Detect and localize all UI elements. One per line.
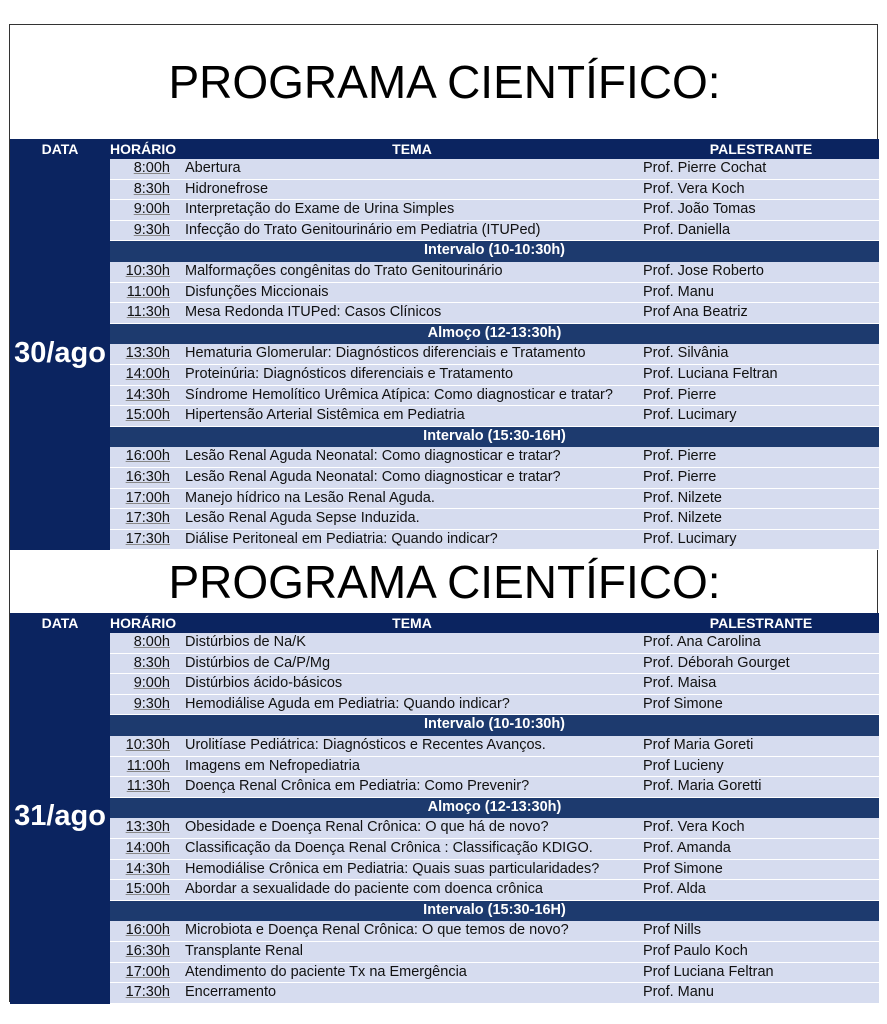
- table-row: [110, 839, 879, 860]
- session-topic: Classificação da Doença Renal Crônica : Classificação KDIGO.: [185, 840, 593, 856]
- session-topic: Diálise Peritoneal em Pediatria: Quando indicar?: [185, 530, 498, 547]
- table-row: [110, 344, 879, 365]
- session-time: 14:30h: [125, 386, 170, 403]
- session-topic: Lesão Renal Aguda Sepse Induzida.: [185, 510, 420, 527]
- session-time: 14:00h: [125, 840, 170, 856]
- session-topic: Transplante Renal: [185, 943, 303, 959]
- session-speaker: Prof. Alda: [643, 881, 706, 898]
- session-speaker: Prof. Déborah Gourget: [643, 654, 790, 671]
- table-row: [110, 777, 879, 798]
- break-row: [110, 427, 879, 448]
- session-speaker: Prof. Nilzete: [643, 489, 722, 506]
- session-topic: Infecção do Trato Genitourinário em Pediatria (ITUPed): [185, 221, 541, 238]
- table-row: [110, 674, 879, 695]
- session-time: 9:00h: [133, 675, 170, 692]
- session-time: 17:30h: [125, 530, 170, 547]
- table-row: [110, 633, 879, 654]
- header-time: HORÁRIO: [110, 141, 177, 157]
- table-header: [10, 139, 879, 159]
- program-title: PROGRAMA CIENTÍFICO:: [168, 556, 721, 608]
- header-topic: TEMA: [392, 141, 432, 157]
- table-row: [110, 200, 879, 221]
- break-label: Intervalo (15:30-16H): [423, 901, 566, 918]
- session-speaker: Prof. Pierre: [643, 448, 717, 465]
- session-time: 15:00h: [125, 881, 170, 898]
- session-speaker: Prof Simone: [643, 695, 723, 712]
- session-speaker: Prof. Ana Carolina: [643, 634, 761, 650]
- session-speaker: Prof Lucieny: [643, 757, 724, 774]
- table-row: [110, 303, 879, 324]
- session-time: 17:00h: [125, 963, 170, 980]
- session-time: 16:30h: [125, 943, 170, 959]
- table-row: [110, 406, 879, 427]
- session-speaker: Prof. Silvânia: [643, 345, 729, 362]
- header-date: DATA: [41, 615, 79, 631]
- header-time: HORÁRIO: [110, 615, 177, 631]
- session-time: 11:30h: [126, 304, 170, 321]
- session-topic: Disfunções Miccionais: [185, 283, 329, 300]
- session-topic: Hemodiálise Crônica em Pediatria: Quais suas particularidades?: [185, 860, 600, 877]
- session-time: 17:00h: [125, 489, 170, 506]
- header-date: DATA: [41, 141, 79, 157]
- schedule-document: [9, 24, 878, 1002]
- table-row: [110, 963, 879, 984]
- header-speaker: PALESTRANTE: [709, 615, 813, 631]
- session-speaker: Prof. Pierre: [643, 469, 717, 485]
- table-row: [110, 447, 879, 468]
- session-time: 14:00h: [125, 366, 170, 382]
- session-topic: Doença Renal Crônica em Pediatria: Como Prevenir?: [185, 778, 530, 795]
- session-speaker: Prof Luciana Feltran: [643, 963, 774, 980]
- session-time: 11:30h: [126, 778, 170, 795]
- session-speaker: Prof. Vera Koch: [643, 819, 745, 836]
- session-time: 16:00h: [125, 922, 170, 939]
- header-topic: TEMA: [392, 615, 432, 631]
- session-speaker: Prof. Lucimary: [643, 530, 737, 547]
- table-row: [110, 736, 879, 757]
- session-time: 16:30h: [125, 469, 170, 485]
- session-time: 11:00h: [126, 757, 170, 774]
- session-topic: Proteinúria: Diagnósticos diferenciais e Tratamento: [185, 366, 514, 382]
- session-time: 16:00h: [125, 448, 170, 465]
- session-time: 15:00h: [125, 407, 170, 424]
- session-time: 8:30h: [133, 654, 170, 671]
- session-speaker: Prof Maria Goreti: [643, 737, 754, 753]
- session-speaker: Prof. Daniella: [643, 221, 731, 238]
- session-topic: Urolitíase Pediátrica: Diagnósticos e Recentes Avanços.: [185, 737, 546, 753]
- session-speaker: Prof Paulo Koch: [643, 943, 748, 959]
- header-speaker: PALESTRANTE: [709, 141, 813, 157]
- session-topic: Mesa Redonda ITUPed: Casos Clínicos: [185, 304, 442, 321]
- session-time: 13:30h: [125, 345, 170, 362]
- break-label: Almoço (12-13:30h): [427, 324, 562, 341]
- session-topic: Imagens em Nefropediatria: [185, 757, 360, 774]
- table-row: [110, 386, 879, 407]
- session-topic: Distúrbios de Na/K: [185, 634, 306, 650]
- table-row: [110, 262, 879, 283]
- table-row: [110, 921, 879, 942]
- session-speaker: Prof Nills: [643, 922, 702, 939]
- table-row: [110, 180, 879, 201]
- session-speaker: Prof. Manu: [643, 283, 714, 300]
- session-speaker: Prof. João Tomas: [643, 201, 756, 218]
- table-row: [110, 365, 879, 386]
- break-row: [110, 241, 879, 262]
- session-time: 8:30h: [133, 180, 170, 197]
- break-label: Intervalo (10-10:30h): [423, 242, 566, 259]
- session-time: 13:30h: [125, 819, 170, 836]
- session-time: 8:00h: [133, 634, 170, 650]
- date-cell: [10, 633, 110, 1004]
- session-topic: Atendimento do paciente Tx na Emergência: [185, 963, 467, 980]
- session-time: 10:30h: [125, 737, 170, 753]
- date-cell: [10, 159, 110, 550]
- session-speaker: Prof Simone: [643, 860, 723, 877]
- session-topic: Malformações congênitas do Trato Genitourinário: [185, 263, 503, 279]
- table-row: [110, 530, 879, 551]
- table-header: [10, 613, 879, 633]
- session-topic: Distúrbios ácido-básicos: [185, 675, 343, 692]
- table-row: [110, 695, 879, 716]
- session-time: 14:30h: [125, 860, 170, 877]
- session-speaker: Prof. Pierre Cochat: [643, 160, 767, 176]
- session-topic: Obesidade e Doença Renal Crônica: O que há de novo?: [185, 819, 549, 836]
- break-label: Intervalo (15:30-16H): [423, 427, 566, 444]
- session-time: 9:30h: [133, 221, 170, 238]
- session-speaker: Prof. Jose Roberto: [643, 263, 764, 279]
- table-row: [110, 159, 879, 180]
- break-row: [110, 798, 879, 819]
- session-topic: Hematuria Glomerular: Diagnósticos diferenciais e Tratamento: [185, 345, 586, 362]
- break-row: [110, 324, 879, 345]
- table-row: [110, 654, 879, 675]
- session-speaker: Prof. Vera Koch: [643, 180, 745, 197]
- session-speaker: Prof Ana Beatriz: [643, 304, 748, 321]
- session-topic: Encerramento: [185, 984, 277, 1001]
- table-row: [110, 860, 879, 881]
- table-row: [110, 818, 879, 839]
- table-row: [110, 509, 879, 530]
- session-topic: Lesão Renal Aguda Neonatal: Como diagnosticar e tratar?: [185, 469, 561, 485]
- program-title: PROGRAMA CIENTÍFICO:: [168, 56, 721, 108]
- session-speaker: Prof. Luciana Feltran: [643, 366, 778, 382]
- session-topic: Lesão Renal Aguda Neonatal: Como diagnosticar e tratar?: [185, 448, 561, 465]
- session-speaker: Prof. Maria Goretti: [643, 778, 762, 795]
- table-row: [110, 468, 879, 489]
- session-time: 9:30h: [133, 695, 170, 712]
- session-time: 8:00h: [133, 160, 170, 176]
- session-topic: Distúrbios de Ca/P/Mg: [185, 654, 331, 671]
- break-row: [110, 715, 879, 736]
- table-row: [110, 942, 879, 963]
- session-speaker: Prof. Maisa: [643, 675, 717, 692]
- session-time: 9:00h: [133, 201, 170, 218]
- session-speaker: Prof. Pierre: [643, 386, 717, 403]
- table-row: [110, 880, 879, 901]
- session-time: 10:30h: [125, 263, 170, 279]
- session-topic: Manejo hídrico na Lesão Renal Aguda.: [185, 489, 435, 506]
- session-speaker: Prof. Amanda: [643, 840, 731, 856]
- date-label: 31/ago: [14, 800, 106, 833]
- session-speaker: Prof. Manu: [643, 984, 714, 1001]
- session-topic: Hemodiálise Aguda em Pediatria: Quando indicar?: [185, 695, 510, 712]
- session-topic: Hipertensão Arterial Sistêmica em Pediatria: [185, 407, 465, 424]
- break-label: Intervalo (10-10:30h): [423, 716, 566, 733]
- table-row: [110, 221, 879, 242]
- table-row: [110, 757, 879, 778]
- session-topic: Abordar a sexualidade do paciente com doenca crônica: [185, 881, 543, 898]
- session-topic: Microbiota e Doença Renal Crônica: O que temos de novo?: [185, 922, 569, 939]
- session-time: 17:30h: [125, 510, 170, 527]
- table-row: [110, 983, 879, 1004]
- date-label: 30/ago: [14, 336, 106, 369]
- session-topic: Abertura: [185, 160, 241, 176]
- session-topic: Interpretação do Exame de Urina Simples: [185, 201, 455, 218]
- break-label: Almoço (12-13:30h): [427, 798, 562, 815]
- session-speaker: Prof. Lucimary: [643, 407, 737, 424]
- break-row: [110, 901, 879, 922]
- session-time: 17:30h: [125, 984, 170, 1001]
- table-row: [110, 283, 879, 304]
- session-topic: Hidronefrose: [185, 180, 269, 197]
- session-speaker: Prof. Nilzete: [643, 510, 722, 527]
- session-time: 11:00h: [126, 283, 170, 300]
- table-row: [110, 489, 879, 510]
- session-topic: Síndrome Hemolítico Urêmica Atípica: Como diagnosticar e tratar?: [185, 386, 613, 403]
